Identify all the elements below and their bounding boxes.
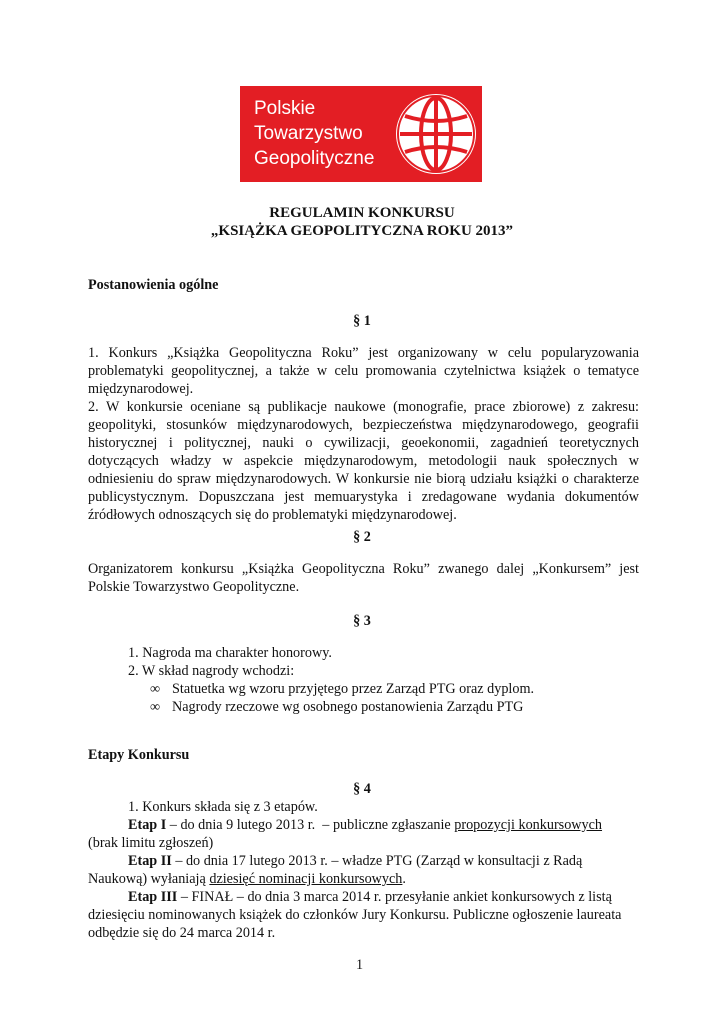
stage-2-cont-end: . — [402, 871, 406, 887]
bullet-icon: ∞ — [150, 681, 161, 697]
stage-1-label: Etap I — [128, 817, 167, 833]
logo-line-1: Polskie — [254, 98, 316, 119]
stage-2-continuation — [88, 870, 406, 888]
stage-1-continuation: (brak limitu zgłoszeń) — [88, 835, 214, 851]
clause-3-2: 2. W skład nagrody wchodzi: — [128, 663, 295, 679]
stage-1-link: propozycji konkursowych — [454, 817, 603, 833]
prize-item-2: Nagrody rzeczowe wg osobnego postanowienia Zarządu PTG — [172, 699, 524, 715]
clause-4-1: 1. Konkurs składa się z 3 etapów. — [128, 799, 318, 815]
paragraph-mark-2: § 2 — [353, 529, 371, 545]
stage-3-continuation-1: dziesięciu nominowanych książek do członków Jury Konkursu. Publiczne ogłoszenie laureata — [88, 907, 622, 923]
document-title-line-2: „KSIĄŻKA GEOPOLITYCZNA ROKU 2013” — [210, 223, 514, 239]
paragraph-mark-1: § 1 — [353, 313, 371, 329]
bullet-icon: ∞ — [150, 699, 161, 715]
clause-3-1: 1. Nagroda ma charakter honorowy. — [128, 645, 332, 661]
section-heading-stages: Etapy Konkursu — [88, 747, 190, 763]
logo-text — [254, 96, 374, 171]
stage-3-text: – FINAŁ – do dnia 3 marca 2014 r. przesyłanie ankiet konkursowych z listą — [177, 889, 612, 905]
logo-line-2: Towarzystwo — [254, 123, 363, 144]
paragraph-mark-3: § 3 — [353, 613, 371, 629]
prize-item-1: Statuetka wg wzoru przyjętego przez Zarząd PTG oraz dyplom. — [172, 681, 535, 697]
stage-2-line — [128, 852, 582, 870]
ptg-logo — [240, 86, 482, 182]
stage-1-line — [128, 816, 602, 834]
stage-3-label: Etap III — [128, 889, 178, 905]
stage-2-cont-text: Naukową) wyłaniają — [88, 871, 210, 887]
logo-line-3: Geopolityczne — [254, 148, 375, 169]
paragraph-mark-4: § 4 — [353, 781, 371, 797]
stage-2-text: – do dnia 17 lutego 2013 r. – władze PTG (Zarząd w konsultacji z Radą — [171, 853, 583, 869]
clause-2: Organizatorem konkursu „Książka Geopolityczna Roku” zwanego dalej „Konkursem” jest Polskie Towarzystwo Geopolityczne. — [88, 561, 639, 595]
section-heading-general: Postanowienia ogólne — [88, 277, 219, 293]
stage-2-link: dziesięć nominacji konkursowych — [209, 871, 403, 887]
clause-1-1: 1. Konkurs „Książka Geopolityczna Roku” jest organizowany w celu popularyzowania problematyki geopolitycznej, a także w celu promowania czytelnictwa książek o tematyce międzynarodowej. — [88, 345, 639, 397]
clause-1-2: 2. W konkursie oceniane są publikacje naukowe (monografie, prace zbiorowe) z zakresu: geopolityki, stosunków międzynarodowych, bezpieczeństwa międzynarodowego, geografii historycznej i politycznej, nauki o cywilizacji, geoekonomii, zagadnień teoretycznych dotyczących władzy w aspekcie międzynarodowym, metodologii nauk społecznych w odniesieniu do spraw międzynarodowych. W konkursie nie biorą udziału książki o charakterze publicystycznym. Dopuszczana jest memuarystyka i zredagowane wydania dokumentów źródłowych odnoszących się do problematyki międzynarodowej. — [88, 399, 639, 523]
stage-3-continuation-2: odbędzie się do 24 marca 2014 r. — [88, 925, 276, 941]
page-number: 1 — [356, 957, 364, 973]
stage-1-text: – do dnia 9 lutego 2013 r. – publiczne zgłaszanie — [166, 817, 455, 833]
stage-2-label: Etap II — [128, 853, 172, 869]
stage-3-line — [128, 888, 612, 906]
globe-icon — [392, 90, 480, 178]
document-title-line-1: REGULAMIN KONKURSU — [269, 205, 455, 221]
